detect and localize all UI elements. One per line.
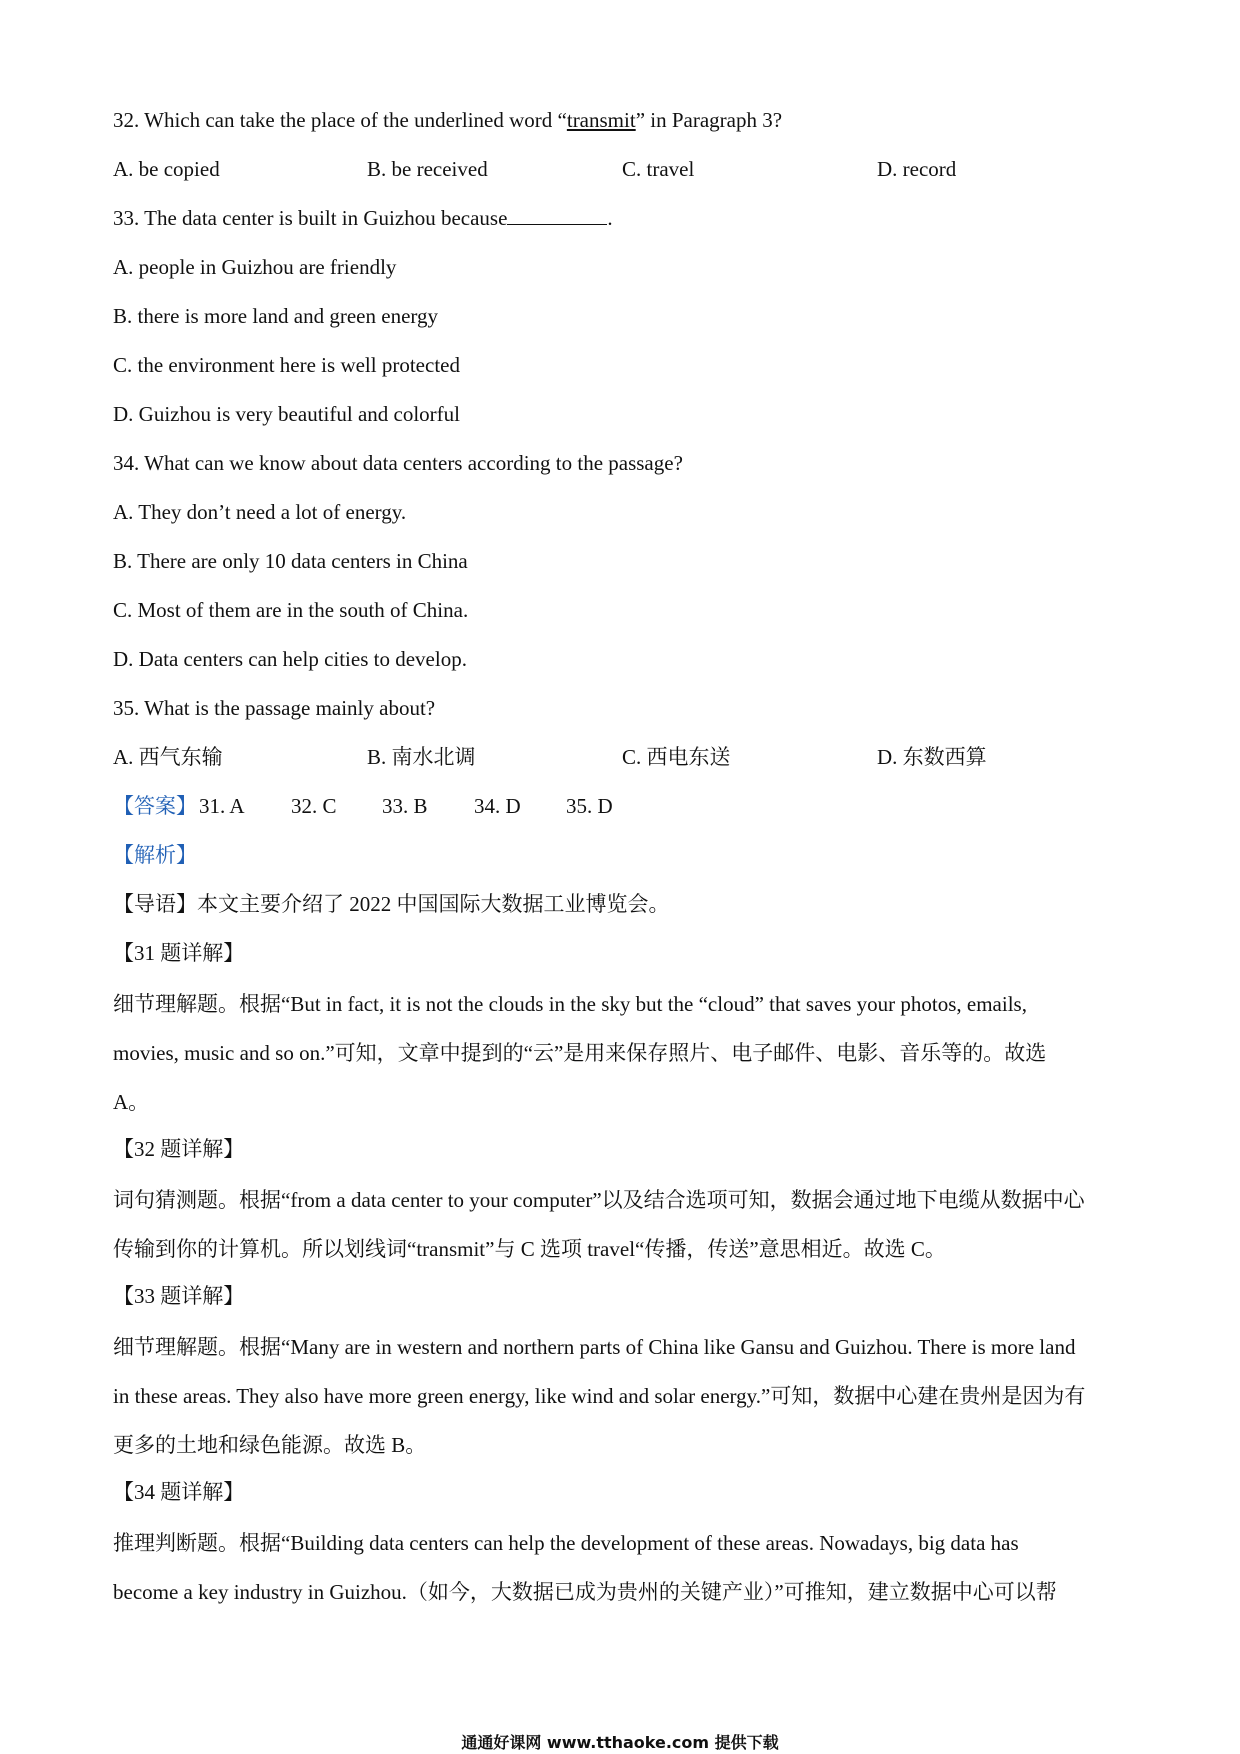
explanation-heading-31: 【31 题详解】 bbox=[113, 941, 245, 965]
q34-option-b: B. There are only 10 data centers in China bbox=[113, 549, 468, 573]
explanation-heading-34: 【34 题详解】 bbox=[113, 1480, 245, 1504]
explanation-line: 推理判断题。根据“Building data centers can help the development of these areas. Nowadays, big data has bbox=[113, 1531, 1019, 1555]
q35-option-c: C. 西电东送 bbox=[622, 745, 731, 769]
explanation-line: A。 bbox=[113, 1090, 150, 1114]
explanation-line: 细节理解题。根据“Many are in western and northern parts of China like Gansu and Guizhou. There is more land bbox=[113, 1335, 1076, 1359]
explanation-line: 词句猜测题。根据“from a data center to your computer”以及结合选项可知，数据会通过地下电缆从数据中心 bbox=[113, 1188, 1085, 1212]
q32-option-d: D. record bbox=[877, 157, 957, 181]
q32-option-a: A. be copied bbox=[113, 157, 220, 181]
guide-text: 【导语】本文主要介绍了 2022 中国国际大数据工业博览会。 bbox=[113, 892, 670, 916]
answer-blank bbox=[507, 204, 607, 225]
answer-label: 【答案】 bbox=[113, 794, 197, 818]
q34-option-d: D. Data centers can help cities to develop. bbox=[113, 647, 467, 671]
explanation-heading-32: 【32 题详解】 bbox=[113, 1137, 245, 1161]
explanation-heading-33: 【33 题详解】 bbox=[113, 1284, 245, 1308]
explanation-line: movies, music and so on.”可知，文章中提到的“云”是用来保存照片、电子邮件、电影、音乐等的。故选 bbox=[113, 1041, 1047, 1065]
q35-option-a: A. 西气东输 bbox=[113, 745, 223, 769]
explanation-line: become a key industry in Guizhou.（如今，大数据已成为贵州的关键产业）”可推知，建立数据中心可以帮 bbox=[113, 1580, 1057, 1604]
explanation-line: 细节理解题。根据“But in fact, it is not the clouds in the sky but the “cloud” that saves your photos, emails, bbox=[113, 992, 1027, 1016]
q35-option-b: B. 南水北调 bbox=[367, 745, 476, 769]
explanation-line: in these areas. They also have more green energy, like wind and solar energy.”可知，数据中心建在贵州是因为有 bbox=[113, 1384, 1086, 1408]
underlined-word: transmit bbox=[566, 108, 636, 132]
q33-option-d: D. Guizhou is very beautiful and colorful bbox=[113, 402, 460, 426]
question-34-stem: 34. What can we know about data centers according to the passage? bbox=[113, 451, 683, 475]
explanation-line: 传输到你的计算机。所以划线词“transmit”与 C 选项 travel“传播，传送”意思相近。故选 C。 bbox=[113, 1237, 946, 1261]
q35-option-d: D. 东数西算 bbox=[877, 745, 987, 769]
q33-option-a: A. people in Guizhou are friendly bbox=[113, 255, 397, 279]
q34-option-a: A. They don’t need a lot of energy. bbox=[113, 500, 407, 524]
q32-stem-part: 32. Which can take the place of the underlined word “ bbox=[113, 108, 567, 132]
q33-option-b: B. there is more land and green energy bbox=[113, 304, 438, 328]
question-32-stem bbox=[113, 106, 782, 134]
question-35-stem: 35. What is the passage mainly about? bbox=[113, 696, 436, 720]
q33-stem-part: . bbox=[607, 206, 613, 230]
page-footer: 通通好课网 www.tthaoke.com 提供下载 bbox=[461, 1733, 779, 1752]
answer-item: 34. D bbox=[474, 794, 521, 818]
q32-option-b: B. be received bbox=[367, 157, 488, 181]
q34-option-c: C. Most of them are in the south of China. bbox=[113, 598, 469, 622]
answer-item: 33. B bbox=[382, 794, 428, 818]
q32-option-c: C. travel bbox=[622, 157, 695, 181]
answer-item: 35. D bbox=[566, 794, 613, 818]
explanation-line: 更多的土地和绿色能源。故选 B。 bbox=[113, 1433, 427, 1457]
question-33-stem bbox=[113, 204, 613, 232]
q33-option-c: C. the environment here is well protected bbox=[113, 353, 460, 377]
q32-stem-part: ” in Paragraph 3? bbox=[635, 108, 783, 132]
answer-item: 31. A bbox=[199, 794, 245, 818]
q33-stem-part: 33. The data center is built in Guizhou because bbox=[113, 206, 508, 230]
analysis-label: 【解析】 bbox=[113, 843, 197, 867]
answer-item: 32. C bbox=[291, 794, 337, 818]
